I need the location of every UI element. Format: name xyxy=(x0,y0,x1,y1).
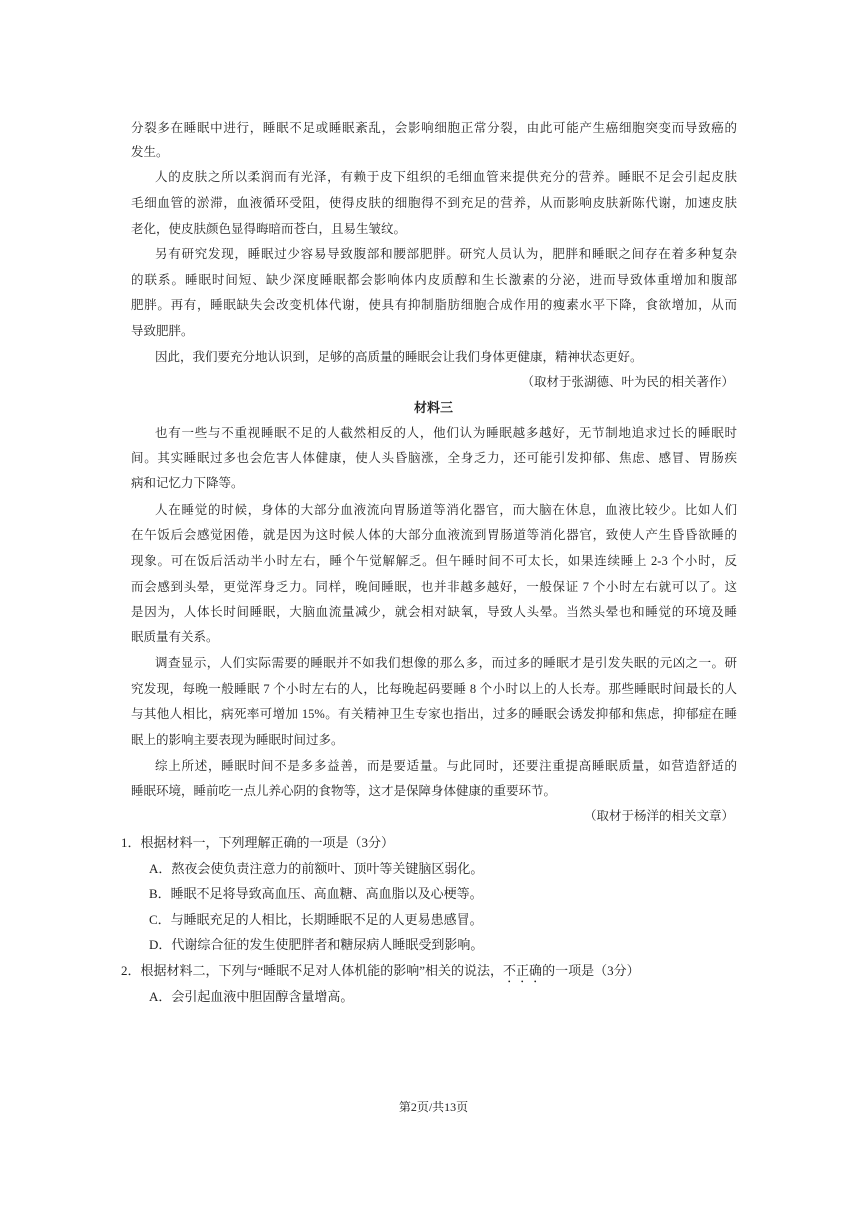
passage-line: 在午饭后会感觉困倦，就是因为这时候人体的大部分血液流到胃肠道等消化器官，致使人产生昏昏欲睡的 xyxy=(131,528,737,542)
passage-line: 另有研究发现，睡眠过少容易导致腹部和腰部肥胖。研究人员认为，肥胖和睡眠之间存在着多种复杂 xyxy=(155,247,737,261)
question-stem-text: 的一项是（3分） xyxy=(542,963,640,978)
section-heading: 材料三 xyxy=(413,400,453,415)
answer-option: A．会引起血液中胆固醇含量增高。 xyxy=(149,989,354,1004)
passage-line: 病和记忆力下降等。 xyxy=(131,476,244,490)
passage-line: 眠上的影响主要表现为睡眠时间过多。 xyxy=(131,733,344,747)
question-stem xyxy=(121,962,640,986)
source-citation: （取材于杨洋的相关文章） xyxy=(583,809,734,823)
passage-line: 间。其实睡眠过多也会危害人体健康，使人头昏脑涨，全身乏力，还可能引发抑郁、焦虑、感冒、胃肠疾 xyxy=(131,451,737,465)
passage-line: 导致肥胖。 xyxy=(131,324,194,338)
passage-line: 眠质量有关系。 xyxy=(131,630,219,644)
passage-line: 是因为，人体长时间睡眠，大脑血流量减少，就会相对缺氧，导致人头晕。当然头晕也和睡觉的环境及睡 xyxy=(131,605,737,619)
question-stem: 1．根据材料一，下列理解正确的一项是（3分） xyxy=(121,835,395,850)
passage-line: 也有一些与不重视睡眠不足的人截然相反的人，他们认为睡眠越多越好，无节制地追求过长的睡眠时 xyxy=(155,426,737,440)
passage-line: 睡眠环境，睡前吃一点儿养心阴的食物等，这才是保障身体健康的重要环节。 xyxy=(131,784,557,798)
passage-line: 人在睡觉的时候，身体的大部分血液流向胃肠道等消化器官，而大脑在休息，血液比较少。比如人们 xyxy=(155,503,737,517)
passage-line: 综上所述，睡眠时间不是多多益善，而是要适量。与此同时，还要注重提高睡眠质量，如营造舒适的 xyxy=(155,759,737,773)
passage-line: 与其他人相比，病死率可增加 15%。有关精神卫生专家也指出，过多的睡眠会诱发抑郁和焦虑，抑郁症在睡 xyxy=(131,707,737,721)
passage-line: 因此，我们要充分地认识到，足够的高质量的睡眠会让我们身体更健康，精神状态更好。 xyxy=(155,350,643,364)
passage-line: 肥胖。再有，睡眠缺失会改变机体代谢，使具有抑制脂肪细胞合成作用的瘦素水平下降，食欲增加，从而 xyxy=(131,298,737,312)
emphasized-keyword: 不正确 xyxy=(503,963,543,978)
passage-line: 毛细血管的淤滞，血液循环受阻，使得皮肤的细胞得不到充足的营养，从而影响皮肤新陈代谢，加速皮肤 xyxy=(131,196,737,210)
answer-option: B．睡眠不足将导致高血压、高血糖、高血脂以及心梗等。 xyxy=(149,886,483,901)
answer-option: C．与睡眠充足的人相比，长期睡眠不足的人更易患感冒。 xyxy=(149,912,483,927)
passage-line: 发生。 xyxy=(131,145,169,159)
passage-line: 而会感到头晕，更觉浑身乏力。同样，晚间睡眠，也并非越多越好，一般保证 7 个小时左右就可以了。这 xyxy=(131,580,737,594)
question-stem-text: 2．根据材料二，下列与“睡眠不足对人体机能的影响”相关的说法， xyxy=(121,963,504,978)
source-citation: （取材于张湖德、叶为民的相关著作） xyxy=(521,375,734,389)
passage-line: 现象。可在饭后活动半小时左右，睡个午觉解解乏。但午睡时间不可太长，如果连续睡上 2-3 个小时，反 xyxy=(131,554,737,568)
passage-line: 人的皮肤之所以柔润而有光泽，有赖于皮下组织的毛细血管来提供充分的营养。睡眠不足会引起皮肤 xyxy=(155,170,737,184)
page-number: 第2页/共13页 xyxy=(398,1100,469,1114)
passage-line: 究发现，每晚一般睡眠 7 个小时左右的人，比每晚起码要睡 8 个小时以上的人长寿。那些睡眠时间最长的人 xyxy=(131,682,737,696)
passage-line: 调查显示，人们实际需要的睡眠并不如我们想像的那么多，而过多的睡眠才是引发失眠的元凶之一。研 xyxy=(155,656,737,670)
passage-line: 老化，使皮肤颜色显得晦暗而苍白，且易生皱纹。 xyxy=(131,222,407,236)
passage-line: 的联系。睡眠时间短、缺少深度睡眠都会影响体内皮质醇和生长激素的分泌，进而导致体重增加和腹部 xyxy=(131,273,737,287)
passage-line: 分裂多在睡眠中进行，睡眠不足或睡眠紊乱，会影响细胞正常分裂，由此可能产生癌细胞突变而导致癌的 xyxy=(131,121,737,135)
answer-option: D．代谢综合征的发生使肥胖者和糖尿病人睡眠受到影响。 xyxy=(149,937,484,952)
answer-option: A．熬夜会使负责注意力的前额叶、顶叶等关键脑区弱化。 xyxy=(149,861,484,876)
